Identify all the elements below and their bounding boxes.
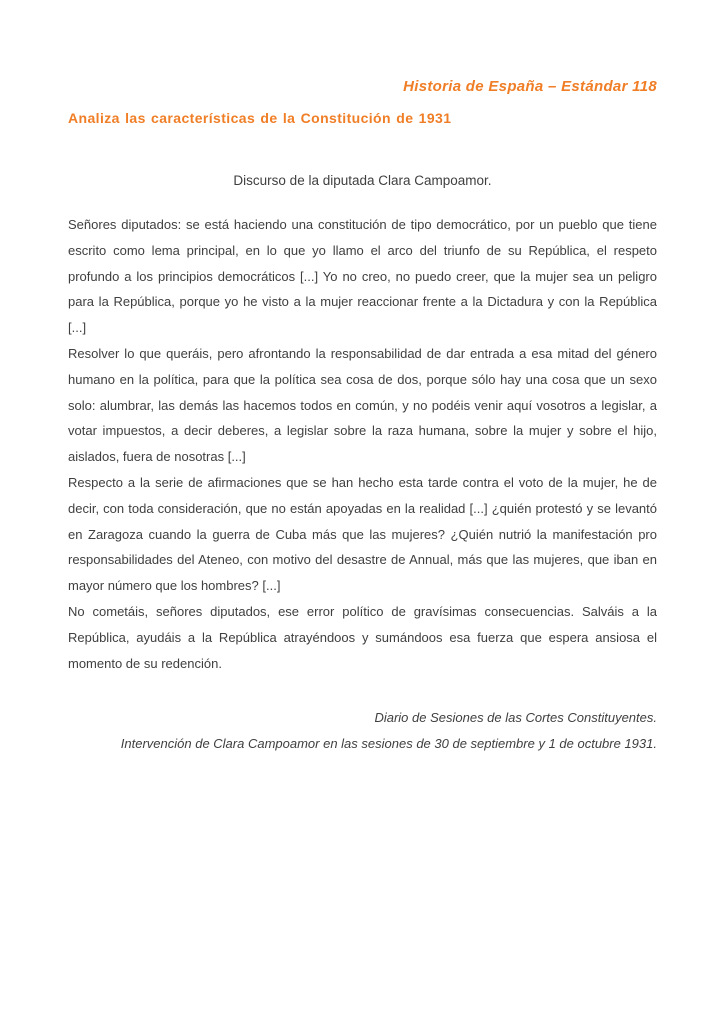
document-title: Discurso de la diputada Clara Campoamor. [233, 173, 492, 188]
speech-body [68, 212, 657, 676]
speech-paragraph-1: Señores diputados: se está haciendo una constitución de tipo democrático, por un pueblo que tiene escrito como lema principal, en lo que yo llamo el arco del triunfo de su República, el respeto profundo a los principios democráticos [...] Yo no creo, no puedo creer, que la mujer sea un peligro para la República, porque yo he visto a la mujer reaccionar frente a la Dictadura y con la República [...] [68, 217, 657, 336]
citation-source-line: Diario de Sesiones de las Cortes Constituyentes. [374, 710, 657, 726]
page-header-course-label: Historia de España – Estándar 118 [403, 78, 657, 95]
speech-paragraph-3: Respecto a la serie de afirmaciones que se han hecho esta tarde contra el voto de la mujer, he de decir, con toda consideración, que no están apoyadas en la realidad [...] ¿quién protestó y se levantó en Zaragoza cuando la guerra de Cuba más que las mujeres? ¿Quién nutrió la manifestación pro responsabilidades del Ateneo, con motivo del desastre de Annual, más que las mujeres, que iban en mayor número que los hombres? [...] [68, 474, 657, 594]
speech-paragraph-2: Resolver lo que queráis, pero afrontando la responsabilidad de dar entrada a esa mitad del género humano en la política, para que la política sea cosa de dos, porque sólo hay una cosa que un sexo solo: alumbrar, las demás las hacemos todos en común, y no podéis venir aquí vosotros a legislar, a votar impuestos, a decir deberes, a legislar sobre la raza humana, sobre la mujer y sobre el hijo, aislados, fuera de nosotras [...] [68, 345, 657, 465]
citation-detail-line: Intervención de Clara Campoamor en las sesiones de 30 de septiembre y 1 de octubre 1931. [120, 735, 657, 751]
speech-paragraph-4: No cometáis, señores diputados, ese error político de gravísimas consecuencias. Salváis a la República, ayudáis a la República atrayéndoos y sumándoos esa fuerza que espera ansiosa el momento de su redención. [68, 603, 657, 671]
source-citation [68, 705, 657, 756]
section-title: Analiza las características de la Constitución de 1931 [68, 110, 452, 126]
